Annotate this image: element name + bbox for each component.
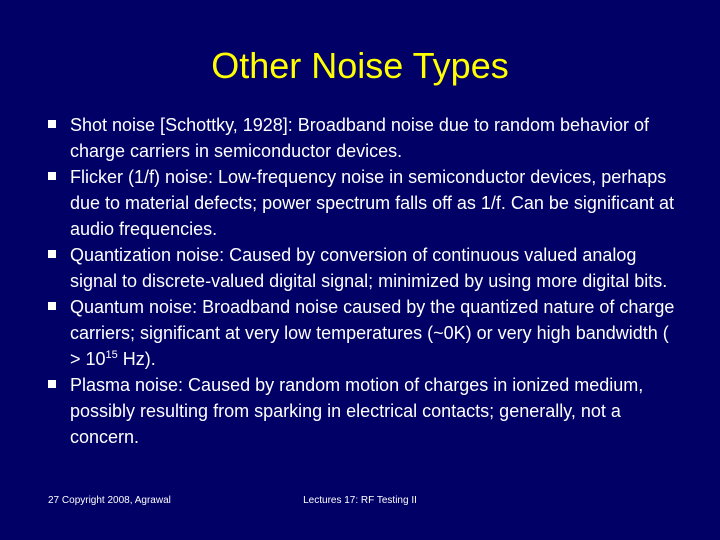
square-bullet-icon xyxy=(48,250,56,258)
bullet-item xyxy=(44,164,684,242)
bullet-list xyxy=(44,112,684,450)
bullet-item xyxy=(44,112,684,164)
square-bullet-icon xyxy=(48,120,56,128)
slide-title: Other Noise Types xyxy=(211,45,509,86)
bullet-text: Hz). xyxy=(117,349,156,369)
bullet-text: Quantization noise: Caused by conversion of continuous valued analog signal to discrete-valued digital signal; minimized by using more digital bits. xyxy=(70,245,668,291)
square-bullet-icon xyxy=(48,172,56,180)
footer-lecture-title: Lectures 17: RF Testing II xyxy=(303,495,417,506)
bullet-text: Shot noise [Schottky, 1928]: Broadband noise due to random behavior of charge carriers in semiconductor devices. xyxy=(70,115,650,161)
bullet-text: Plasma noise: Caused by random motion of charges in ionized medium, possibly resulting from sparking in electrical contacts; generally, not a concern. xyxy=(70,375,644,447)
square-bullet-icon xyxy=(48,302,56,310)
bullet-item xyxy=(44,294,684,372)
square-bullet-icon xyxy=(48,380,56,388)
bullet-text: Flicker (1/f) noise: Low-frequency noise in semiconductor devices, perhaps due to material defects; power spectrum falls off as 1/f. Can be significant at audio frequencies. xyxy=(70,167,674,239)
bullet-item xyxy=(44,372,684,450)
slide-number: 27 xyxy=(48,495,60,506)
bullet-text: Quantum noise: Broadband noise caused by the quantized nature of charge carriers; significant at very low temperatures (~0K) or very high bandwidth ( > 10 xyxy=(70,297,675,369)
bullet-item xyxy=(44,242,684,294)
copyright-text: Copyright 2008, Agrawal xyxy=(61,495,171,506)
bullet-superscript: 15 xyxy=(105,349,118,361)
